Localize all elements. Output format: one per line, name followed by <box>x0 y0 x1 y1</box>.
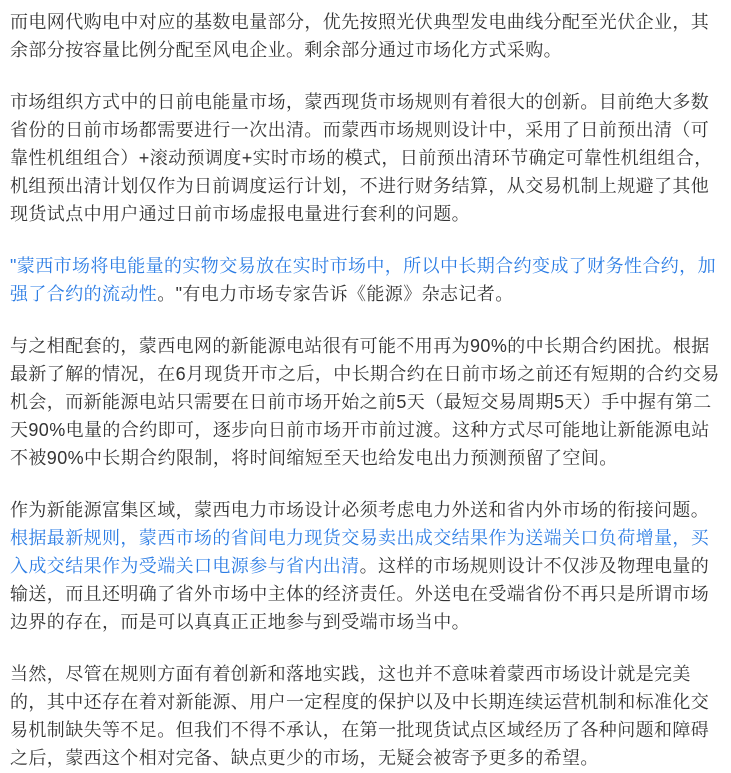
highlighted-quote-segment: "蒙西市场将电能量的实物交易放在实时市场中，所以中长期合约变成了财务性合约，加强了合约的流动性 <box>10 256 716 304</box>
text-segment: 与之相配套的，蒙西电网的新能源电站很有可能不用再为90%的中长期合约困扰。根据最新了解的情况，在6月现货开市之后，中长期合约在日前市场之前还有短期的合约交易机会，而新能源电站只需要在日前市场开始之前5天（最短交易周期5天）手中握有第二天90%电量的合约即可，逐步向日前市场开市前过渡。这种方式尽可能地让新能源电站不被90%中长期合约限制，将时间缩短至天也给发电出力预测预留了空间。 <box>10 336 720 468</box>
highlighted-rule-segment: 根据最新规则，蒙西市场的省间电力现货交易卖出成交结果作为送端关口负荷增量，买入成交结果作为受端关口电源参与省内出清 <box>10 528 710 576</box>
text-segment: 当然，尽管在规则方面有着创新和落地实践，这也并不意味着蒙西市场设计就是完美的，其中还存在着对新能源、用户一定程度的保护以及中长期连续运营机制和标准化交易机制缺失等不足。但我们不得不承认，在第一批现货试点区域经历了各种问题和障碍之后，蒙西这个相对完备、缺点更少的市场，无疑会被寄予更多的希望。 <box>10 664 710 768</box>
text-segment: 市场组织方式中的日前电能量市场，蒙西现货市场规则有着很大的创新。目前绝大多数省份的日前市场都需要进行一次出清。而蒙西市场规则设计中，采用了日前预出清（可靠性机组组合）+滚动预调度+实时市场的模式，日前预出清环节确定可靠性机组组合，机组预出清计划仅作为日前调度运行计划，不进行财务结算，从交易机制上规避了其他现货试点中用户通过日前市场虚报电量进行套利的问题。 <box>10 92 713 224</box>
text-segment: 作为新能源富集区域，蒙西电力市场设计必须考虑电力外送和省内外市场的衔接问题。 <box>10 500 710 520</box>
text-segment: 而电网代购电中对应的基数电量部分，优先按照光伏典型发电曲线分配至光伏企业，其余部分按容量比例分配至风电企业。剩余部分通过市场化方式采购。 <box>10 12 710 60</box>
text-segment: 。这样的市场规则设计不仅涉及物理电量的输送，而且还明确了省外市场中主体的经济责任。外送电在受端省份不再只是所谓市场边界的存在，而是可以真真正正地参与到受端市场当中。 <box>10 556 710 632</box>
paragraph-conclusion <box>10 660 721 772</box>
paragraph-interprovincial-rules <box>10 496 721 636</box>
paragraph-contract-transition <box>10 332 721 472</box>
paragraph-expert-quote <box>10 252 721 308</box>
paragraph-day-ahead-market <box>10 88 721 228</box>
paragraph-grid-power-allocation <box>10 8 721 64</box>
text-segment: 。"有电力市场专家告诉《能源》杂志记者。 <box>157 284 514 304</box>
